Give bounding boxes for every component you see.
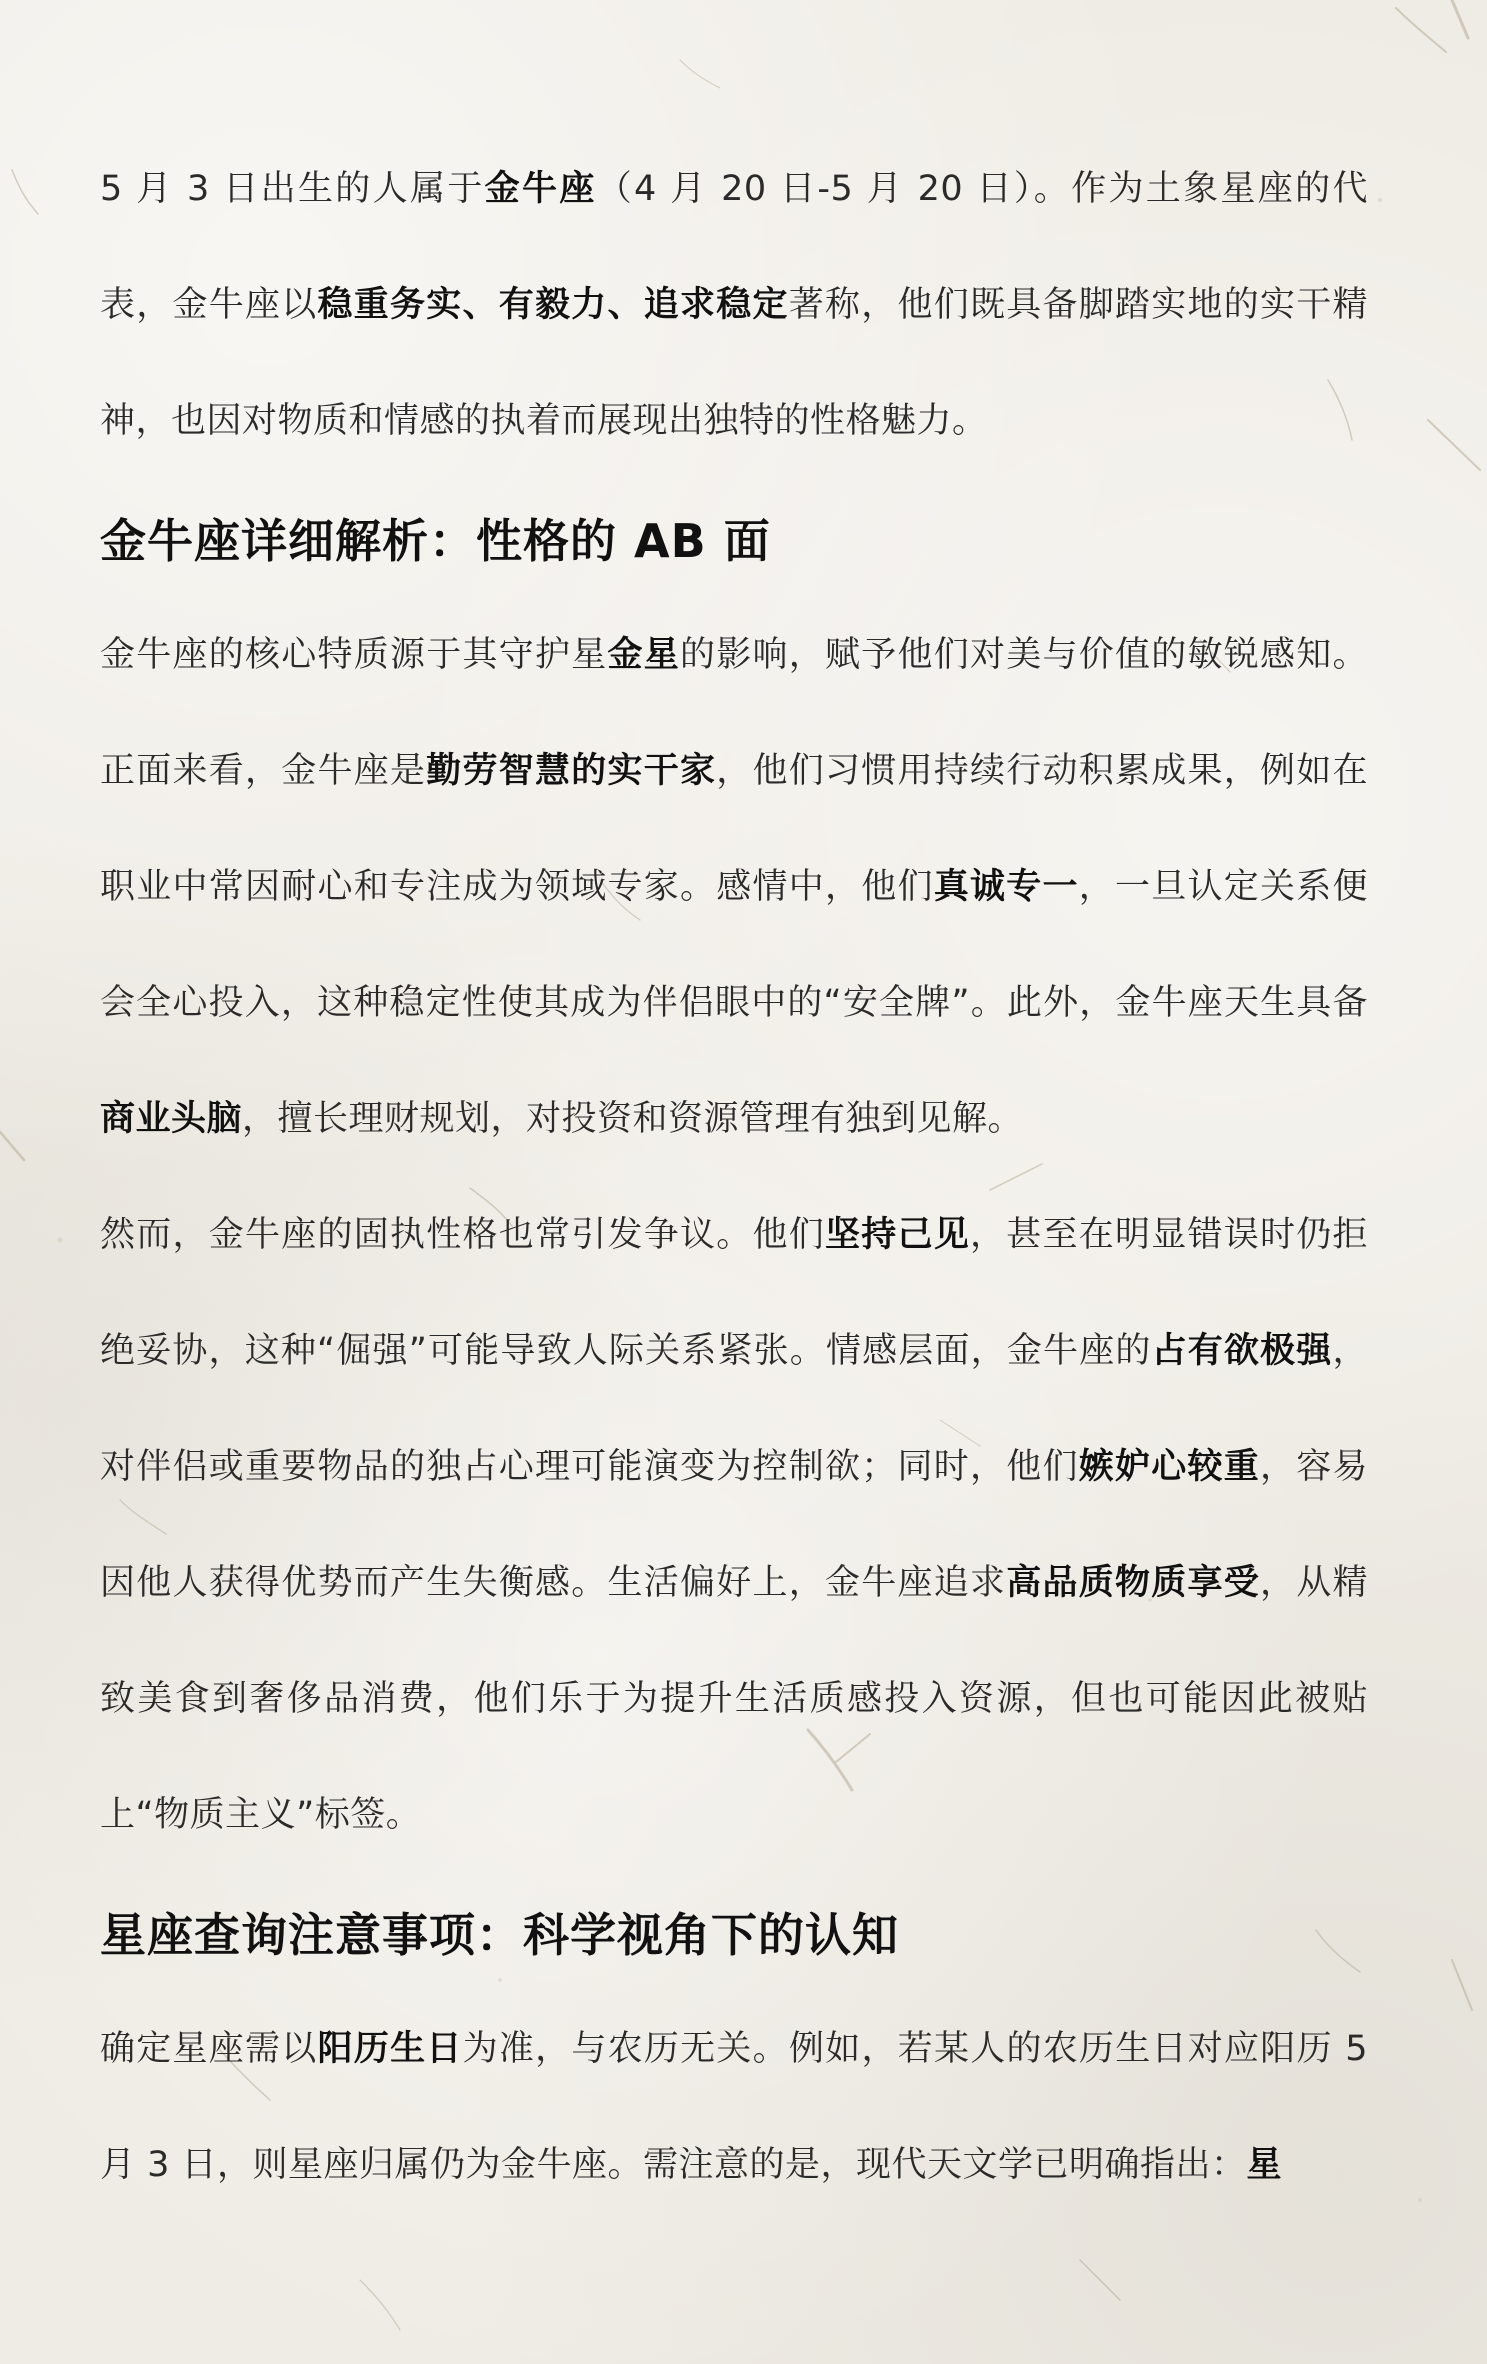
personality-negative-paragraph: 然而，金牛座的固执性格也常引发争议。他们坚持己见，甚至在明显错误时仍拒绝妥协，这种“倔强”可能导致人际关系紧张。情感层面，金牛座的占有欲极强，对伴侣或重要物品的独占心理可能演变为控制欲；同时，他们嫉妒心较重，容易因他人获得优势而产生失衡感。生活偏好上，金牛座追求高品质物质享受，从精致美食到奢侈品消费，他们乐于为提升生活质感投入资源，但也可能因此被贴上“物质主义”标签。 — [100, 1215, 1368, 1835]
bold-text: 星 — [1246, 2145, 1283, 2185]
paper-speck — [1418, 2198, 1422, 2202]
paper-fiber — [1080, 2260, 1120, 2300]
paper-speck — [1378, 198, 1382, 202]
bold-text: 金星 — [607, 635, 680, 675]
paper-fiber — [1396, 8, 1446, 52]
paper-fiber — [0, 1132, 24, 1160]
bold-text: 勤劳智慧的实干家 — [426, 751, 717, 791]
paper-speck — [58, 1238, 63, 1243]
paper-fiber — [680, 60, 720, 88]
bold-text: 商业头脑 — [100, 1099, 243, 1139]
bold-text: 占有欲极强 — [1151, 1331, 1333, 1371]
bold-text: 嫉妒心较重 — [1078, 1447, 1260, 1487]
notes-paragraph: 确定星座需以阳历生日为准，与农历无关。例如，若某人的农历生日对应阳历 5 月 3 日，则星座归属仍为金牛座。需注意的是，现代天文学已明确指出：星 — [100, 2029, 1368, 2185]
paper-fiber — [12, 170, 38, 214]
section-heading-personality: 金牛座详细解析：性格的 AB 面 — [100, 514, 771, 568]
bold-text: 坚持己见 — [824, 1215, 970, 1255]
paper-fiber — [1452, 1960, 1472, 2010]
bold-zodiac: 金牛座 — [484, 169, 597, 209]
section-heading-notes: 星座查询注意事项：科学视角下的认知 — [100, 1908, 899, 1962]
paper-fiber — [360, 2280, 400, 2330]
paper-fiber — [1452, 0, 1468, 38]
bold-text: 阳历生日 — [317, 2029, 463, 2069]
paper-fiber — [1428, 420, 1480, 470]
intro-paragraph: 5 月 3 日出生的人属于金牛座（4 月 20 日-5 月 20 日）。作为土象星座的代表，金牛座以稳重务实、有毅力、追求稳定著称，他们既具备脚踏实地的实干精神，也因对物质和情感的执着而展现出独特的性格魅力。 — [100, 169, 1368, 441]
bold-text: 真诚专一 — [933, 867, 1079, 907]
article-body — [100, 131, 1368, 2223]
bold-traits: 稳重务实、有毅力、追求稳定 — [317, 285, 789, 325]
bold-text: 高品质物质享受 — [1006, 1563, 1260, 1603]
personality-positive-paragraph: 金牛座的核心特质源于其守护星金星的影响，赋予他们对美与价值的敏锐感知。正面来看，金牛座是勤劳智慧的实干家，他们习惯用持续行动积累成果，例如在职业中常因耐心和专注成为领域专家。感情中，他们真诚专一，一旦认定关系便会全心投入，这种稳定性使其成为伴侣眼中的“安全牌”。此外，金牛座天生具备商业头脑，擅长理财规划，对投资和资源管理有独到见解。 — [100, 635, 1368, 1139]
